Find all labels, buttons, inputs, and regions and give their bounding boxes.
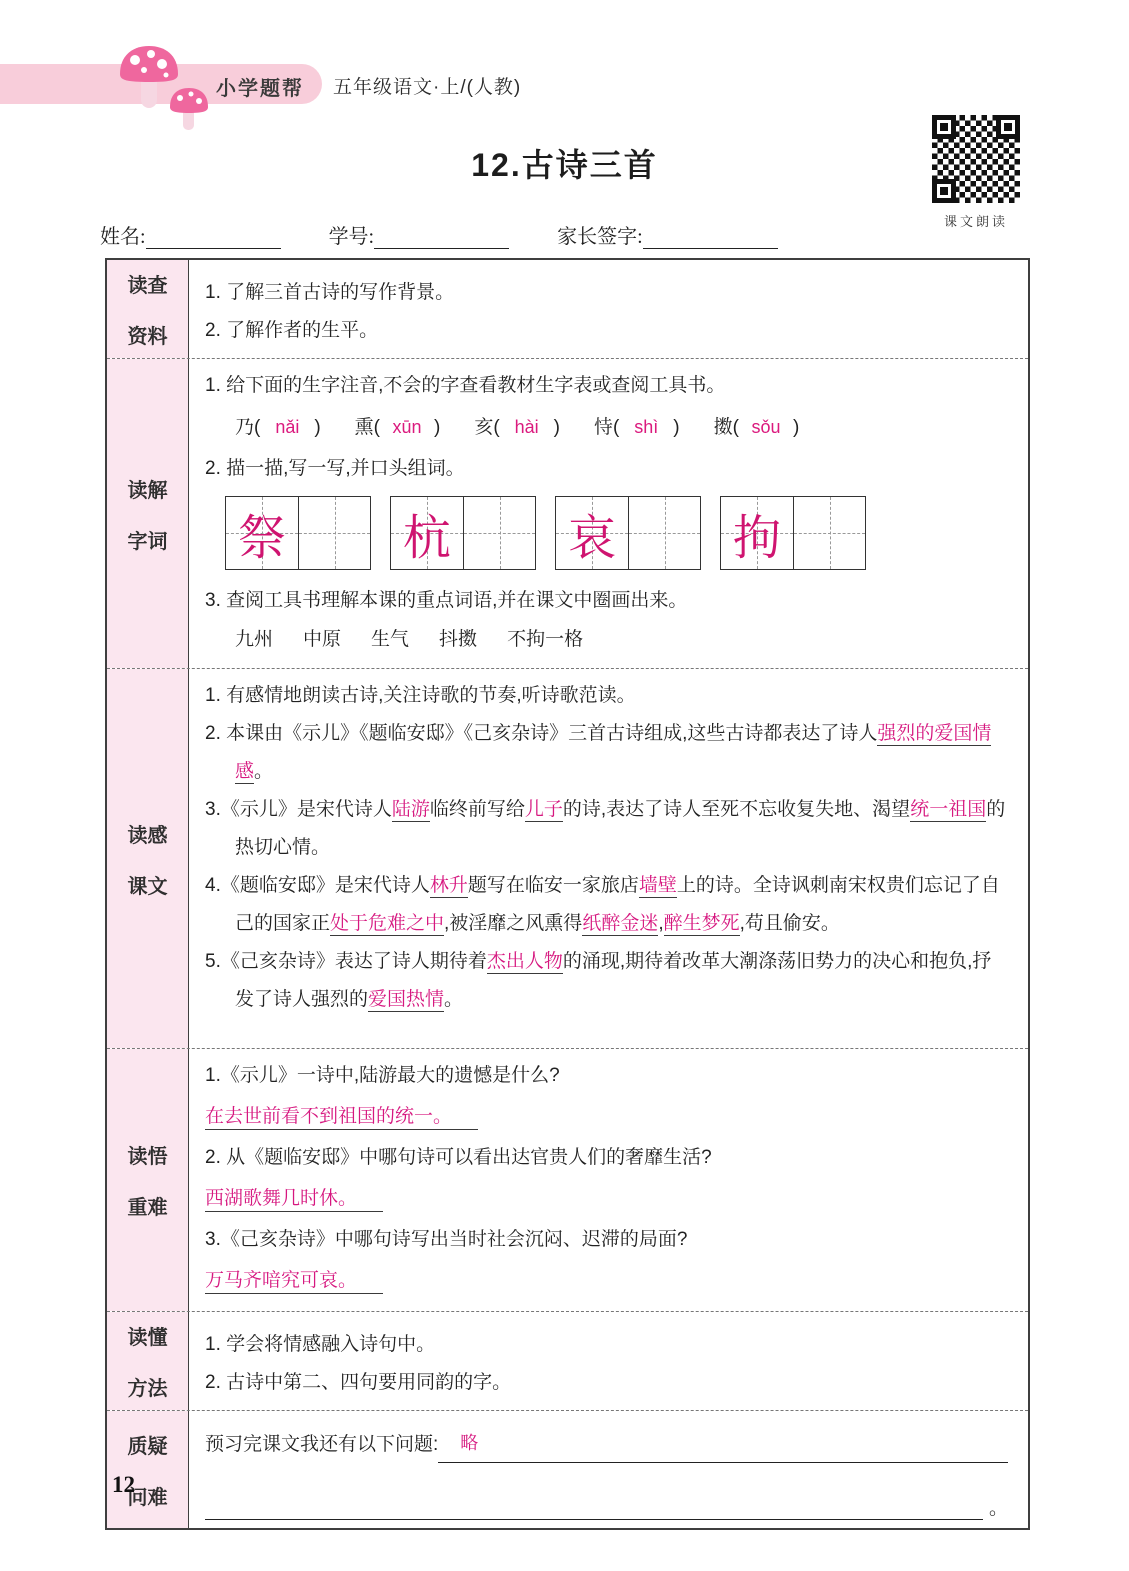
answer-text: 西湖歌舞几时休。: [205, 1177, 1008, 1221]
section-research: [107, 260, 1028, 358]
pinyin-group: 擞( sǒu ): [713, 417, 800, 438]
trace-character: 杭: [402, 511, 451, 565]
pinyin-group: 恃( shì ): [593, 417, 680, 438]
parent-signature-field: [557, 220, 778, 249]
student-id-field: [329, 220, 510, 249]
trace-box: [720, 496, 866, 570]
question-block: [205, 1057, 1008, 1139]
section-research-content: [189, 260, 1028, 358]
task-item: 2. 了解作者的生平。: [205, 320, 379, 341]
empty-practice-cell: [298, 497, 370, 569]
brand-name: 小学题帮: [216, 78, 304, 100]
section-reading: [107, 668, 1028, 1048]
empty-practice-cell: [793, 497, 865, 569]
preview-table: [105, 258, 1030, 1530]
empty-practice-cell: [463, 497, 535, 569]
trace-character: 哀: [567, 511, 616, 565]
answer-text: 万马齐喑究可哀。: [205, 1259, 1008, 1303]
trace-box: [390, 496, 536, 570]
lesson-title: 12.古诗三首: [471, 147, 658, 183]
section-words-label: 读解 字词: [107, 359, 189, 668]
task-item: 1. 给下面的生字注音,不会的字查看教材生字表或查阅工具书。: [205, 375, 726, 396]
student-id-blank: [374, 223, 509, 249]
doubt-prompt: 预习完课文我还有以下问题:: [205, 1434, 439, 1455]
parent-signature-label: 家长签字:: [557, 226, 643, 248]
key-word: 不拘一格: [507, 629, 584, 650]
qr-code: [930, 113, 1022, 205]
trace-box: [225, 496, 371, 570]
question-text: 1.《示儿》一诗中,陆游最大的遗憾是什么?: [205, 1065, 560, 1086]
name-label: 姓名:: [100, 226, 146, 248]
qr-caption: 课文朗读: [943, 214, 1008, 229]
task-item: 2. 古诗中第二、四句要用同韵的字。: [205, 1372, 512, 1393]
doubt-question-line: [205, 1425, 1008, 1463]
page-number: 12: [112, 1472, 135, 1497]
key-word: 生气: [371, 629, 410, 650]
trace-box: [555, 496, 701, 570]
task-item: 2. 本课由《示儿》《题临安邸》《己亥杂诗》三首古诗组成,这些古诗都表达了诗人强烈的爱国情感。: [205, 723, 992, 782]
task-item: 3. 查阅工具书理解本课的重点词语,并在课文中圈画出来。: [205, 590, 688, 611]
key-word: 抖擞: [439, 629, 478, 650]
pinyin-group: 熏( xūn ): [354, 417, 441, 438]
pinyin-group: 乃( nǎi ): [235, 417, 321, 438]
section-doubt-label: 质疑 问难: [107, 1411, 189, 1528]
section-method-content: [189, 1312, 1028, 1410]
section-key-questions-content: [189, 1049, 1028, 1311]
section-method: [107, 1311, 1028, 1410]
task-item: 2. 描一描,写一写,并口头组词。: [205, 458, 465, 479]
section-doubt-content: [189, 1411, 1028, 1528]
question-block: [205, 1139, 1008, 1221]
pinyin-group: 亥( hài ): [474, 417, 560, 438]
key-word: 中原: [303, 629, 342, 650]
trace-character: 拘: [732, 511, 781, 565]
section-reading-content: [189, 669, 1028, 1048]
task-item: 1. 有感情地朗读古诗,关注诗歌的节奏,听诗歌范读。: [205, 685, 636, 706]
student-id-label: 学号:: [328, 226, 375, 248]
task-item: 1. 了解三首古诗的写作背景。: [205, 282, 455, 303]
section-reading-label: 读感 课文: [107, 669, 189, 1048]
question-block: [205, 1221, 1008, 1303]
name-blank: [146, 223, 281, 249]
qr-finder-icon: [996, 115, 1020, 139]
edition-label: 五年级语文·上/(人教): [333, 77, 522, 98]
sentence-period: 。: [988, 1498, 1008, 1519]
pinyin-row: [205, 405, 1008, 450]
task-item: 4.《题临安邸》是宋代诗人林升题写在临安一家旅店墙壁上的诗。全诗讽刺南宋权贵们忘记了自己的国家正处于危难之中,被淫靡之风熏得纸醉金迷,醉生梦死,苟且偷安。: [205, 875, 1000, 934]
task-item: 1. 学会将情感融入诗句中。: [205, 1334, 436, 1355]
task-item: 3.《示儿》是宋代诗人陆游临终前写给儿子的诗,表达了诗人至死不忘收复失地、渴望统一祖国的热切心情。: [205, 799, 1006, 858]
key-words-row: [205, 620, 1008, 660]
empty-practice-cell: [628, 497, 700, 569]
key-word: 九州: [235, 629, 274, 650]
name-field: [100, 220, 281, 249]
section-words: [107, 358, 1028, 668]
doubt-answer: 略: [460, 1433, 479, 1453]
question-text: 3.《己亥杂诗》中哪句诗写出当时社会沉闷、迟滞的局面?: [205, 1229, 688, 1250]
mushroom-icon-small: [168, 86, 210, 132]
answer-text: 在去世前看不到祖国的统一。: [205, 1095, 1008, 1139]
section-method-label: 读懂 方法: [107, 1312, 189, 1410]
section-words-content: [189, 359, 1028, 668]
parent-signature-blank: [643, 223, 778, 249]
section-key-questions-label: 读悟 重难: [107, 1049, 189, 1311]
doubt-blank-line: [205, 1493, 1008, 1520]
task-item: 5.《己亥杂诗》表达了诗人期待着杰出人物的涌现,期待着改革大潮涤荡旧势力的决心和抱负,抒发了诗人强烈的爱国热情。: [205, 951, 992, 1010]
doubt-second-blank: [205, 1496, 983, 1520]
trace-character: 祭: [237, 511, 286, 565]
section-key-questions: [107, 1048, 1028, 1311]
trace-box-row: [225, 496, 1008, 570]
student-info-row: [100, 220, 1030, 249]
qr-finder-icon: [932, 115, 956, 139]
section-doubt: [107, 1410, 1028, 1528]
qr-finder-icon: [932, 179, 956, 203]
section-research-label: 读查 资料: [107, 260, 189, 358]
doubt-answer-blank: [438, 1425, 1008, 1463]
question-text: 2. 从《题临安邸》中哪句诗可以看出达官贵人们的奢靡生活?: [205, 1147, 712, 1168]
